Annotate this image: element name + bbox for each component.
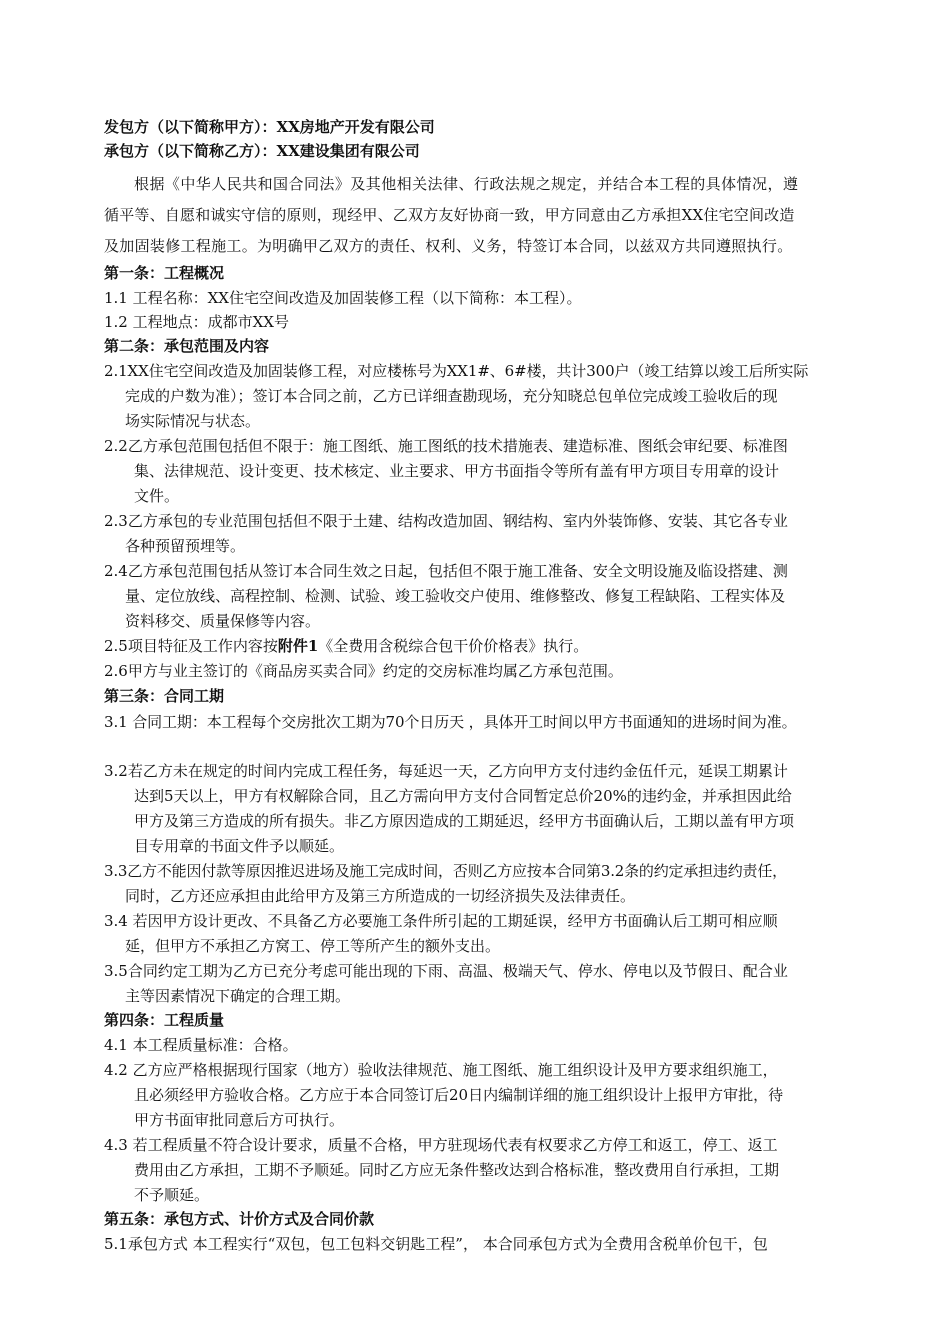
clause-line: 1.1 工程名称：XX住宅空间改造及加固装修工程（以下简称：本工程）。 (104, 289, 582, 307)
clause-line: 4.2 乙方应严格根据现行国家（地方）验收法律规范、施工图纸、施工组织设计及甲方要求组织施工， (104, 1061, 778, 1079)
clause-line: 费用由乙方承担，工期不予顺延。同时乙方应无条件整改达到合格标准，整改费用自行承担，工期 (134, 1161, 780, 1179)
clause-line: 且必须经甲方验收合格。乙方应于本合同签订后20日内编制详细的施工组织设计上报甲方审批，待 (134, 1086, 784, 1104)
clause-line: 集、法律规范、设计变更、技术核定、业主要求、甲方书面指令等所有盖有甲方项目专用章的设计 (134, 462, 780, 480)
clause-line: 不予顺延。 (134, 1186, 210, 1204)
client-party-line: 发包方（以下简称甲方）：XX房地产开发有限公司 (104, 118, 435, 136)
clause-line: 主等因素情况下确定的合理工期。 (125, 987, 351, 1005)
clause-line: 2.4乙方承包范围包括从签订本合同生效之日起，包括但不限于施工准备、安全文明设施及临设搭建、测 (104, 562, 788, 580)
clause-line: 文件。 (134, 487, 180, 505)
clause-line: 量、定位放线、高程控制、检测、试验、竣工验收交户使用、维修整改、修复工程缺陷、工程实体及 (125, 587, 786, 605)
clause-text: 《全费用含税综合包干价价格表》执行。 (318, 637, 589, 655)
clause-line: 甲方书面审批同意后方可执行。 (134, 1111, 345, 1129)
clause-line: 3.5合同约定工期为乙方已充分考虑可能出现的下雨、高温、极端天气、停水、停电以及节假日、配合业 (104, 962, 788, 980)
article-1-heading: 第一条：工程概况 (104, 264, 225, 282)
clause-line-with-attachment (104, 635, 588, 657)
preamble-line: 循平等、自愿和诚实守信的原则，现经甲、乙双方友好协商一致，甲方同意由乙方承担XX住宅空间改造 (104, 206, 795, 224)
clause-line: 4.3 若工程质量不符合设计要求，质量不合格，甲方驻现场代表有权要求乙方停工和返工，停工、返工 (104, 1136, 778, 1154)
contractor-party-line: 承包方（以下简称乙方）：XX建设集团有限公司 (104, 142, 420, 160)
clause-line: 4.1 本工程质量标准：合格。 (104, 1036, 298, 1054)
clause-line: 5.1承包方式 本工程实行“双包，包工包料交钥匙工程”， 本合同承包方式为全费用含税单价包干，包 (104, 1235, 768, 1253)
clause-line: 同时，乙方还应承担由此给甲方及第三方所造成的一切经济损失及法律责任。 (125, 887, 636, 905)
clause-line: 2.3乙方承包的专业范围包括但不限于土建、结构改造加固、钢结构、室内外装饰修、安装、其它各专业 (104, 512, 788, 530)
preamble-line: 及加固装修工程施工。为明确甲乙双方的责任、权利、义务，特签订本合同，以兹双方共同遵照执行。 (104, 237, 793, 255)
clause-line: 达到5天以上，甲方有权解除合同，且乙方需向甲方支付合同暂定总价20%的违约金，并承担因此给 (134, 787, 792, 805)
clause-line: 2.1XX住宅空间改造及加固装修工程，对应楼栋号为XX1#、6#楼，共计300户（竣工结算以竣工后所实际 (104, 362, 809, 380)
clause-line: 甲方及第三方造成的所有损失。非乙方原因造成的工期延迟，经甲方书面确认后，工期以盖有甲方项 (134, 812, 795, 830)
clause-line: 3.4 若因甲方设计更改、不具备乙方必要施工条件所引起的工期延误，经甲方书面确认后工期可相应顺 (104, 912, 778, 930)
clause-line: 延，但甲方不承担乙方窝工、停工等所产生的额外支出。 (125, 937, 501, 955)
clause-line: 各种预留预埋等。 (125, 537, 246, 555)
clause-text: 2.5项目特征及工作内容按 (104, 637, 278, 655)
article-3-heading: 第三条：合同工期 (104, 687, 225, 705)
clause-line: 3.3乙方不能因付款等原因推迟进场及施工完成时间，否则乙方应按本合同第3.2条的约定承担违约责任， (104, 862, 787, 880)
clause-line: 目专用章的书面文件予以顺延。 (134, 837, 345, 855)
clause-line: 场实际情况与状态。 (125, 412, 261, 430)
clause-line: 1.2 工程地点：成都市XX号 (104, 313, 289, 331)
clause-line: 资料移交、质量保修等内容。 (125, 612, 321, 630)
article-2-heading: 第二条：承包范围及内容 (104, 337, 270, 355)
clause-line: 2.6甲方与业主签订的《商品房买卖合同》约定的交房标准均属乙方承包范围。 (104, 662, 623, 680)
attachment-ref: 附件1 (277, 637, 319, 655)
clause-line: 3.1 合同工期：本工程每个交房批次工期为70个日历天 ，具体开工时间以甲方书面通知的进场时间为准。 (104, 713, 797, 731)
clause-line: 3.2若乙方未在规定的时间内完成工程任务，每延迟一天，乙方向甲方支付违约金伍仟元，延误工期累计 (104, 762, 788, 780)
preamble-line: 根据《中华人民共和国合同法》及其他相关法律、行政法规之规定，并结合本工程的具体情况，遵 (134, 175, 799, 193)
article-5-heading: 第五条：承包方式、计价方式及合同价款 (104, 1210, 375, 1228)
article-4-heading: 第四条：工程质量 (104, 1011, 225, 1029)
clause-line: 完成的户数为准）；签订本合同之前，乙方已详细查勘现场，充分知晓总包单位完成竣工验收后的现 (125, 387, 778, 405)
clause-line: 2.2乙方承包范围包括但不限于：施工图纸、施工图纸的技术措施表、建造标准、图纸会审纪要、标准图 (104, 437, 788, 455)
